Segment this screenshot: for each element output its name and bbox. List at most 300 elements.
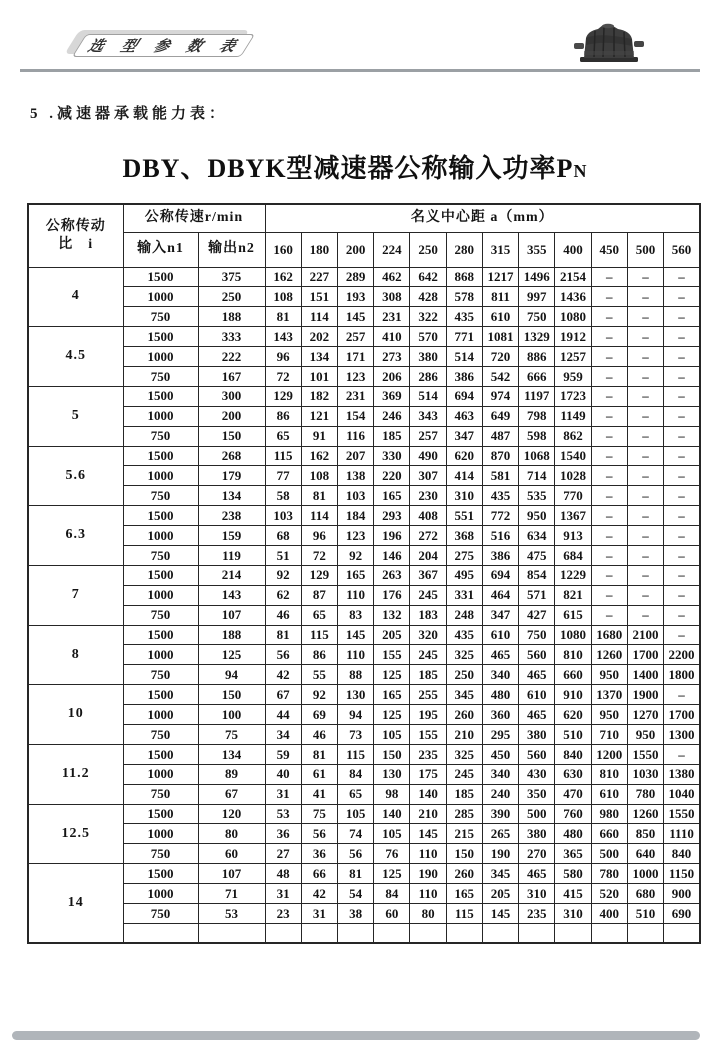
power-value-cell: – xyxy=(664,685,700,705)
power-value-cell: 235 xyxy=(519,904,555,924)
empty-cell xyxy=(555,923,591,943)
power-value-cell: – xyxy=(627,267,663,287)
table-row xyxy=(28,327,700,347)
table-row xyxy=(28,824,700,844)
power-value-cell: – xyxy=(664,486,700,506)
power-value-cell: 610 xyxy=(482,625,518,645)
power-value-cell: 176 xyxy=(374,585,410,605)
power-value-cell: 123 xyxy=(337,526,373,546)
input-speed-cell: 750 xyxy=(123,486,198,506)
ratio-cell: 14 xyxy=(28,864,123,944)
power-value-cell: 150 xyxy=(374,744,410,764)
power-value-cell: 162 xyxy=(301,446,337,466)
power-value-cell: – xyxy=(664,545,700,565)
table-row xyxy=(28,724,700,744)
power-value-cell: 87 xyxy=(301,585,337,605)
empty-cell xyxy=(265,923,301,943)
power-value-cell: 96 xyxy=(301,526,337,546)
power-value-cell: 868 xyxy=(446,267,482,287)
power-value-cell: 408 xyxy=(410,506,446,526)
page-title-subscript: N xyxy=(573,161,588,181)
power-value-cell: 1200 xyxy=(591,744,627,764)
power-value-cell: 365 xyxy=(555,844,591,864)
power-value-cell: 206 xyxy=(374,366,410,386)
power-value-cell: 578 xyxy=(446,287,482,307)
power-value-cell: 81 xyxy=(301,486,337,506)
power-value-cell: 27 xyxy=(265,844,301,864)
power-value-cell: 92 xyxy=(337,545,373,565)
empty-cell xyxy=(519,923,555,943)
power-value-cell: 56 xyxy=(265,645,301,665)
power-value-cell: 369 xyxy=(374,386,410,406)
power-value-cell: – xyxy=(627,446,663,466)
power-value-cell: – xyxy=(664,744,700,764)
power-value-cell: 31 xyxy=(265,784,301,804)
power-value-cell: 1540 xyxy=(555,446,591,466)
power-value-cell: 1028 xyxy=(555,466,591,486)
power-value-cell: 435 xyxy=(446,625,482,645)
power-value-cell: 475 xyxy=(519,545,555,565)
output-speed-cell: 300 xyxy=(198,386,265,406)
power-value-cell: 414 xyxy=(446,466,482,486)
empty-cell xyxy=(591,923,627,943)
power-value-cell: – xyxy=(627,406,663,426)
output-speed-cell: 120 xyxy=(198,804,265,824)
power-value-cell: 610 xyxy=(519,685,555,705)
power-value-cell: – xyxy=(664,287,700,307)
power-value-cell: 108 xyxy=(301,466,337,486)
power-value-cell: 1550 xyxy=(627,744,663,764)
power-value-cell: 23 xyxy=(265,904,301,924)
output-speed-cell: 159 xyxy=(198,526,265,546)
power-value-cell: 62 xyxy=(265,585,301,605)
power-value-cell: 162 xyxy=(265,267,301,287)
power-value-cell: 1800 xyxy=(664,665,700,685)
power-value-cell: 34 xyxy=(265,724,301,744)
power-value-cell: 31 xyxy=(265,884,301,904)
power-value-cell: 840 xyxy=(555,744,591,764)
output-speed-cell: 107 xyxy=(198,864,265,884)
power-value-cell: 1080 xyxy=(555,307,591,327)
input-speed-cell: 1000 xyxy=(123,526,198,546)
power-value-cell: 997 xyxy=(519,287,555,307)
power-value-cell: – xyxy=(591,565,627,585)
section-heading: 5 .减速器承载能力表： xyxy=(30,106,229,122)
power-value-cell: 83 xyxy=(337,605,373,625)
power-value-cell: 710 xyxy=(591,724,627,744)
power-value-cell: 183 xyxy=(410,605,446,625)
ratio-cell: 5.6 xyxy=(28,446,123,506)
power-value-cell: 1329 xyxy=(519,327,555,347)
power-value-cell: 91 xyxy=(301,426,337,446)
power-value-cell: 551 xyxy=(446,506,482,526)
power-value-cell: 810 xyxy=(591,764,627,784)
input-speed-cell: 750 xyxy=(123,545,198,565)
power-value-cell: 2154 xyxy=(555,267,591,287)
power-value-cell: – xyxy=(627,545,663,565)
power-value-cell: 343 xyxy=(410,406,446,426)
power-value-cell: – xyxy=(627,605,663,625)
output-speed-cell: 179 xyxy=(198,466,265,486)
power-value-cell: 465 xyxy=(519,665,555,685)
empty-cell xyxy=(301,923,337,943)
power-value-cell: 1149 xyxy=(555,406,591,426)
output-speed-cell: 125 xyxy=(198,645,265,665)
power-value-cell: 272 xyxy=(410,526,446,546)
power-value-cell: – xyxy=(627,506,663,526)
ratio-cell: 5 xyxy=(28,386,123,446)
power-value-cell: – xyxy=(664,625,700,645)
power-value-cell: – xyxy=(591,526,627,546)
power-value-cell: 463 xyxy=(446,406,482,426)
power-value-cell: 428 xyxy=(410,287,446,307)
center-180-header: 180 xyxy=(301,232,337,267)
page-title xyxy=(0,148,710,185)
power-value-cell: 487 xyxy=(482,426,518,446)
power-value-cell: 854 xyxy=(519,565,555,585)
table-row xyxy=(28,526,700,546)
input-speed-cell: 1000 xyxy=(123,824,198,844)
power-value-cell: 950 xyxy=(519,506,555,526)
power-value-cell: 1700 xyxy=(664,705,700,725)
power-value-cell: 649 xyxy=(482,406,518,426)
input-speed-cell: 1000 xyxy=(123,645,198,665)
power-value-cell: 694 xyxy=(446,386,482,406)
ratio-header-line1: 公称传动 xyxy=(45,219,106,235)
output-speed-cell: 71 xyxy=(198,884,265,904)
power-value-cell: – xyxy=(627,526,663,546)
power-value-cell: 821 xyxy=(555,585,591,605)
power-value-cell: 36 xyxy=(265,824,301,844)
center-224-header: 224 xyxy=(374,232,410,267)
power-value-cell: 59 xyxy=(265,744,301,764)
center-400-header: 400 xyxy=(555,232,591,267)
power-value-cell: 231 xyxy=(337,386,373,406)
output-speed-header: 输出n2 xyxy=(198,232,265,267)
power-value-cell: – xyxy=(627,585,663,605)
power-value-cell: 94 xyxy=(337,705,373,725)
power-value-cell: 96 xyxy=(265,347,301,367)
power-value-cell: 535 xyxy=(519,486,555,506)
power-value-cell: 386 xyxy=(482,545,518,565)
power-value-cell: 367 xyxy=(410,565,446,585)
power-value-cell: 240 xyxy=(482,784,518,804)
power-value-cell: 810 xyxy=(555,645,591,665)
output-speed-cell: 188 xyxy=(198,625,265,645)
power-value-cell: – xyxy=(591,327,627,347)
empty-cell xyxy=(123,923,198,943)
power-value-cell: 140 xyxy=(410,784,446,804)
power-value-cell: – xyxy=(627,426,663,446)
table-row xyxy=(28,904,700,924)
power-value-cell: 73 xyxy=(337,724,373,744)
power-value-cell: 44 xyxy=(265,705,301,725)
power-value-cell: 1367 xyxy=(555,506,591,526)
power-value-cell: 1380 xyxy=(664,764,700,784)
power-value-cell: 840 xyxy=(664,844,700,864)
input-speed-cell: 1500 xyxy=(123,804,198,824)
input-speed-cell: 1500 xyxy=(123,327,198,347)
power-value-cell: 175 xyxy=(410,764,446,784)
page-title-text: DBY、DBYK型减速器公称输入功率P xyxy=(122,154,574,183)
power-value-cell: 620 xyxy=(446,446,482,466)
power-value-cell: 310 xyxy=(446,486,482,506)
power-value-cell: 193 xyxy=(337,287,373,307)
power-value-cell: 65 xyxy=(301,605,337,625)
power-value-cell: 92 xyxy=(265,565,301,585)
power-value-cell: 56 xyxy=(301,824,337,844)
power-value-cell: 560 xyxy=(519,744,555,764)
power-value-cell: 390 xyxy=(482,804,518,824)
empty-cell xyxy=(198,923,265,943)
output-speed-cell: 250 xyxy=(198,287,265,307)
power-value-cell: 1260 xyxy=(591,645,627,665)
input-speed-cell: 750 xyxy=(123,366,198,386)
table-row xyxy=(28,864,700,884)
power-value-cell: 265 xyxy=(482,824,518,844)
power-value-cell: 55 xyxy=(301,665,337,685)
empty-cell xyxy=(337,923,373,943)
power-value-cell: 145 xyxy=(410,824,446,844)
power-value-cell: 347 xyxy=(482,605,518,625)
power-value-cell: 770 xyxy=(555,486,591,506)
power-value-cell: 165 xyxy=(374,486,410,506)
center-450-header: 450 xyxy=(591,232,627,267)
ratio-cell: 4 xyxy=(28,267,123,327)
output-speed-cell: 119 xyxy=(198,545,265,565)
power-value-cell: 980 xyxy=(591,804,627,824)
power-value-cell: 125 xyxy=(374,864,410,884)
power-value-cell: 182 xyxy=(301,386,337,406)
input-speed-cell: 1500 xyxy=(123,744,198,764)
power-value-cell: 1197 xyxy=(519,386,555,406)
power-value-cell: – xyxy=(664,327,700,347)
output-speed-cell: 143 xyxy=(198,585,265,605)
table-row xyxy=(28,884,700,904)
power-value-cell: 132 xyxy=(374,605,410,625)
power-value-cell: 88 xyxy=(337,665,373,685)
power-value-cell: – xyxy=(591,545,627,565)
power-value-cell: 196 xyxy=(374,526,410,546)
output-speed-cell: 150 xyxy=(198,426,265,446)
power-value-cell: 123 xyxy=(337,366,373,386)
power-value-cell: 190 xyxy=(410,864,446,884)
power-value-cell: 195 xyxy=(410,705,446,725)
center-distance-group-header: 名义中心距 a（mm） xyxy=(265,204,700,232)
input-speed-cell: 1500 xyxy=(123,267,198,287)
table-header-row-1 xyxy=(28,204,700,232)
power-value-cell: 40 xyxy=(265,764,301,784)
power-value-cell: 115 xyxy=(301,625,337,645)
output-speed-cell: 238 xyxy=(198,506,265,526)
power-value-cell: 205 xyxy=(374,625,410,645)
power-value-cell: 145 xyxy=(337,625,373,645)
power-value-cell: 74 xyxy=(337,824,373,844)
power-value-cell: 230 xyxy=(410,486,446,506)
empty-cell xyxy=(664,923,700,943)
output-speed-cell: 80 xyxy=(198,824,265,844)
power-value-cell: 470 xyxy=(555,784,591,804)
power-value-cell: 350 xyxy=(519,784,555,804)
power-value-cell: 464 xyxy=(482,585,518,605)
power-value-cell: 143 xyxy=(265,327,301,347)
ratio-column-header xyxy=(28,204,123,267)
power-value-cell: 171 xyxy=(337,347,373,367)
output-speed-cell: 134 xyxy=(198,744,265,764)
power-value-cell: – xyxy=(627,307,663,327)
header-tab-face xyxy=(72,34,255,57)
power-value-cell: 415 xyxy=(555,884,591,904)
power-value-cell: – xyxy=(664,426,700,446)
empty-cell xyxy=(482,923,518,943)
power-value-cell: 38 xyxy=(337,904,373,924)
power-value-cell: 480 xyxy=(555,824,591,844)
power-value-cell: 495 xyxy=(446,565,482,585)
power-value-cell: 368 xyxy=(446,526,482,546)
power-value-cell: – xyxy=(627,486,663,506)
ratio-cell: 11.2 xyxy=(28,744,123,804)
power-value-cell: 320 xyxy=(410,625,446,645)
power-value-cell: – xyxy=(591,446,627,466)
input-speed-cell: 1000 xyxy=(123,705,198,725)
power-value-cell: 620 xyxy=(555,705,591,725)
input-speed-header: 输入n1 xyxy=(123,232,198,267)
power-value-cell: 1900 xyxy=(627,685,663,705)
power-value-cell: 125 xyxy=(374,665,410,685)
power-value-cell: 1912 xyxy=(555,327,591,347)
power-value-cell: 72 xyxy=(301,545,337,565)
input-speed-cell: 750 xyxy=(123,426,198,446)
power-value-cell: 340 xyxy=(482,764,518,784)
power-value-cell: 1068 xyxy=(519,446,555,466)
power-value-cell: 490 xyxy=(410,446,446,466)
power-value-cell: – xyxy=(591,406,627,426)
power-value-cell: 116 xyxy=(337,426,373,446)
power-value-cell: 202 xyxy=(301,327,337,347)
output-speed-cell: 222 xyxy=(198,347,265,367)
power-value-cell: 105 xyxy=(374,724,410,744)
power-value-cell: 1400 xyxy=(627,665,663,685)
power-value-cell: 245 xyxy=(410,585,446,605)
power-value-cell: 205 xyxy=(482,884,518,904)
power-value-cell: 250 xyxy=(446,665,482,685)
power-value-cell: 86 xyxy=(265,406,301,426)
power-value-cell: – xyxy=(664,386,700,406)
power-value-cell: 81 xyxy=(265,307,301,327)
power-value-cell: 347 xyxy=(446,426,482,446)
power-value-cell: 227 xyxy=(301,267,337,287)
power-value-cell: – xyxy=(664,605,700,625)
power-value-cell: 750 xyxy=(519,307,555,327)
power-value-cell: – xyxy=(627,287,663,307)
gear-reducer-image xyxy=(573,22,645,64)
power-value-cell: 400 xyxy=(591,904,627,924)
power-value-cell: 720 xyxy=(482,347,518,367)
input-speed-cell: 1500 xyxy=(123,446,198,466)
empty-cell xyxy=(410,923,446,943)
power-value-cell: – xyxy=(664,307,700,327)
table-row xyxy=(28,764,700,784)
power-value-cell: – xyxy=(627,466,663,486)
power-value-cell: 331 xyxy=(446,585,482,605)
power-value-cell: 510 xyxy=(627,904,663,924)
power-value-cell: 103 xyxy=(265,506,301,526)
empty-cell xyxy=(374,923,410,943)
center-500-header: 500 xyxy=(627,232,663,267)
power-value-cell: 862 xyxy=(555,426,591,446)
input-speed-cell: 1500 xyxy=(123,506,198,526)
power-value-cell: 974 xyxy=(482,386,518,406)
power-value-cell: – xyxy=(591,287,627,307)
center-560-header: 560 xyxy=(664,232,700,267)
power-value-cell: 1550 xyxy=(664,804,700,824)
power-value-cell: 1081 xyxy=(482,327,518,347)
power-value-cell: 1300 xyxy=(664,724,700,744)
power-value-cell: 516 xyxy=(482,526,518,546)
power-value-cell: 950 xyxy=(591,705,627,725)
power-value-cell: 1030 xyxy=(627,764,663,784)
footer-bar xyxy=(12,1031,700,1040)
power-value-cell: 289 xyxy=(337,267,373,287)
power-value-cell: 255 xyxy=(410,685,446,705)
power-value-cell: 129 xyxy=(265,386,301,406)
input-speed-cell: 750 xyxy=(123,904,198,924)
power-value-cell: 285 xyxy=(446,804,482,824)
power-value-cell: – xyxy=(627,327,663,347)
power-value-cell: 634 xyxy=(519,526,555,546)
power-value-cell: 462 xyxy=(374,267,410,287)
power-value-cell: 435 xyxy=(482,486,518,506)
table-row xyxy=(28,625,700,645)
power-value-cell: 660 xyxy=(591,824,627,844)
power-value-cell: 46 xyxy=(265,605,301,625)
power-value-cell: 465 xyxy=(482,645,518,665)
center-315-header: 315 xyxy=(482,232,518,267)
power-value-cell: 598 xyxy=(519,426,555,446)
power-value-cell: 380 xyxy=(519,824,555,844)
empty-cell xyxy=(627,923,663,943)
power-value-cell: 410 xyxy=(374,327,410,347)
center-250-header: 250 xyxy=(410,232,446,267)
power-value-cell: 959 xyxy=(555,366,591,386)
power-value-cell: 1000 xyxy=(627,864,663,884)
power-value-cell: 465 xyxy=(519,864,555,884)
power-value-cell: 42 xyxy=(301,884,337,904)
power-value-cell: – xyxy=(591,267,627,287)
power-value-cell: 110 xyxy=(337,645,373,665)
power-value-cell: 308 xyxy=(374,287,410,307)
power-value-cell: – xyxy=(591,386,627,406)
power-value-cell: 31 xyxy=(301,904,337,924)
table-row xyxy=(28,386,700,406)
output-speed-cell: 200 xyxy=(198,406,265,426)
power-value-cell: 115 xyxy=(337,744,373,764)
power-value-cell: 72 xyxy=(265,366,301,386)
power-value-cell: 694 xyxy=(482,565,518,585)
power-value-cell: 114 xyxy=(301,307,337,327)
power-value-cell: 42 xyxy=(265,665,301,685)
power-value-cell: 680 xyxy=(627,884,663,904)
output-speed-cell: 214 xyxy=(198,565,265,585)
power-value-cell: 185 xyxy=(410,665,446,685)
power-value-cell: 101 xyxy=(301,366,337,386)
power-value-cell: – xyxy=(664,347,700,367)
power-value-cell: 81 xyxy=(265,625,301,645)
table-row xyxy=(28,466,700,486)
power-value-cell: 68 xyxy=(265,526,301,546)
power-value-cell: 886 xyxy=(519,347,555,367)
power-value-cell: 870 xyxy=(482,446,518,466)
